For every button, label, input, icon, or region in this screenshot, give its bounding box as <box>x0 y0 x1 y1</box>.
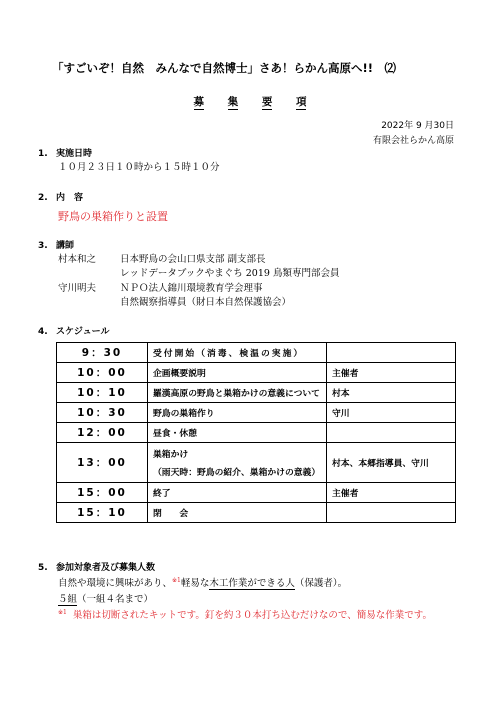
section-schedule-heading <box>38 324 109 337</box>
schedule-time: 13：00 <box>57 443 148 483</box>
schedule-responsible <box>327 423 456 443</box>
footnote <box>58 607 432 621</box>
schedule-activity: 企画概要説明 <box>148 363 327 383</box>
instructor-role: レッドデータブックやまぐち 2019 鳥類専門部会員 <box>120 268 340 279</box>
event-content: 野鳥の巣箱作りと設置 <box>58 210 168 223</box>
footnote-mark: ※1 <box>58 608 67 616</box>
heading-char: 集 <box>227 96 239 108</box>
schedule-responsible: 村本、本郷指導員、守川 <box>327 443 456 483</box>
heading-char: 項 <box>295 96 307 108</box>
schedule-time: 9：30 <box>57 343 148 363</box>
table-row <box>57 363 456 383</box>
recruitment-heading <box>0 96 500 110</box>
schedule-activity: 昼食・休憩 <box>148 423 327 443</box>
schedule-time: 12：00 <box>57 423 148 443</box>
instructor-role: 自然観察指導員（財日本自然保護協会） <box>120 297 292 308</box>
schedule-activity: 終了 <box>148 483 327 503</box>
table-row <box>57 483 456 503</box>
event-datetime: １０月２３日１０時から１５時１０分 <box>58 162 220 173</box>
document-date: 2022年 9 月30日 <box>381 121 454 131</box>
heading-char: 要 <box>261 96 273 108</box>
schedule-activity-note: （雨天時：野鳥の紹介、巣箱かけの意義） <box>153 468 321 478</box>
section-number: 1. <box>38 149 48 159</box>
section-number: 3. <box>38 241 48 251</box>
schedule-time: 15：10 <box>57 503 148 523</box>
table-row <box>57 383 456 403</box>
section-number: 4. <box>38 327 48 337</box>
instructor-name: 村本和之 <box>58 254 97 265</box>
organization-name: 有限会社らかん高原 <box>372 136 454 146</box>
section-instructors-heading <box>38 238 74 251</box>
schedule-time: 15：00 <box>57 483 148 503</box>
group-size-note: （一組４名まで） <box>77 594 154 605</box>
section-number: 5. <box>38 563 48 573</box>
schedule-responsible <box>327 343 456 363</box>
instructor-role: 日本野鳥の会山口県支部 副支部長 <box>120 254 266 265</box>
section-number: 2. <box>38 193 48 203</box>
participants-text: 自然や環境に興味があり、 <box>58 578 173 589</box>
participants-text: （保護者）。 <box>294 578 348 589</box>
schedule-responsible: 主催者 <box>327 363 456 383</box>
group-count: ５組 <box>58 594 78 605</box>
section-participants-heading <box>38 560 155 573</box>
schedule-activity: 野鳥の巣箱作り <box>148 403 327 423</box>
participants-line <box>58 575 347 589</box>
schedule-activity: 巣箱かけ <box>153 450 189 460</box>
footnote-mark: ※1 <box>172 576 181 584</box>
table-row <box>57 343 456 363</box>
table-row <box>57 403 456 423</box>
schedule-responsible: 主催者 <box>327 483 456 503</box>
schedule-responsible: 村本 <box>327 383 456 403</box>
table-row <box>57 423 456 443</box>
schedule-time: 10：30 <box>57 403 148 423</box>
schedule-responsible <box>327 503 456 523</box>
section-label: 内 容 <box>56 193 84 203</box>
section-label: 講師 <box>56 241 75 251</box>
instructor-name: 守川明夫 <box>58 283 97 294</box>
footnote-text: 巣箱は切断されたキットです。釘を約３０本打ち込むだけなので、簡易な作業です。 <box>72 610 432 621</box>
instructor-role: ＮＰＯ法人錦川環境教育学会理事 <box>120 283 263 294</box>
section-datetime-heading <box>38 146 92 159</box>
section-content-heading <box>38 190 83 203</box>
schedule-activity: 羅漢高原の野鳥と巣箱かけの意義について <box>148 383 327 403</box>
schedule-activity: 受付開始（消毒、検温の実施） <box>148 343 327 363</box>
section-label: 実施日時 <box>56 149 93 159</box>
schedule-activity-cell <box>148 443 327 483</box>
heading-char: 募 <box>193 96 205 108</box>
schedule-activity: 閉 会 <box>148 503 327 523</box>
section-label: 参加対象者及び募集人数 <box>56 563 156 573</box>
section-label: スケジュール <box>56 327 110 337</box>
schedule-table <box>56 342 456 523</box>
participants-requirement: 木工作業ができる人 <box>209 578 295 589</box>
participants-count <box>58 591 153 605</box>
document-title: 「すごいぞ！自然 みんなで自然博士」さあ！らかん高原へ!! ⑵ <box>52 61 396 75</box>
table-row <box>57 503 456 523</box>
schedule-time: 10：10 <box>57 383 148 403</box>
participants-text: 軽易な <box>180 578 210 589</box>
schedule-responsible: 守川 <box>327 403 456 423</box>
schedule-time: 10：00 <box>57 363 148 383</box>
table-row <box>57 443 456 483</box>
